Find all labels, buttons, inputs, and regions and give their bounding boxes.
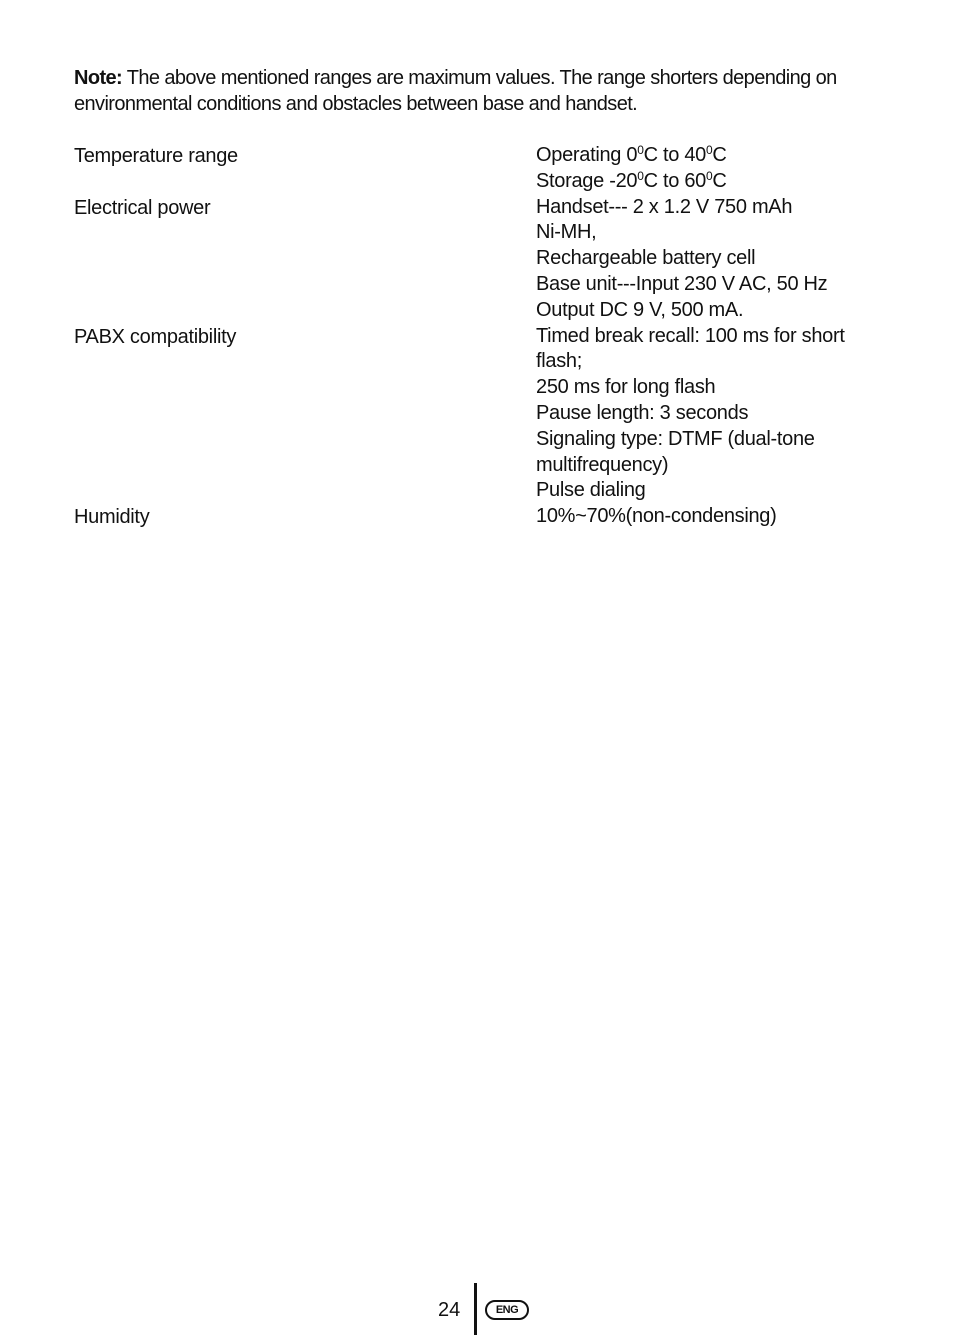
spec-value-text: 250 ms for long flash <box>536 376 716 399</box>
specifications-table <box>74 143 904 530</box>
spec-value-text: Pause length: 3 seconds <box>536 401 749 424</box>
spec-value-text: Ni-MH, <box>536 221 597 244</box>
spec-value-text: Output DC 9 V, 500 mA. <box>536 298 744 321</box>
spec-values <box>536 324 904 505</box>
spec-values <box>536 195 904 324</box>
spec-value-line <box>536 349 904 375</box>
spec-value-line <box>536 195 904 221</box>
spec-value-line <box>536 401 904 427</box>
spec-label: Humidity <box>74 506 150 529</box>
spec-value-line <box>536 375 904 401</box>
page-number: 24 <box>438 1299 461 1321</box>
spec-value-line <box>536 169 904 195</box>
footer-divider <box>474 1283 477 1335</box>
language-badge: ENG <box>485 1300 529 1320</box>
spec-row <box>74 143 904 195</box>
spec-value-text: Operating 0 <box>536 144 638 166</box>
spec-value-text: C to 40 <box>643 144 706 166</box>
spec-value-text: C to 60 <box>643 169 706 192</box>
spec-row <box>74 195 904 324</box>
spec-value-text: Rechargeable battery cell <box>536 247 756 270</box>
spec-value-text: multifrequency) <box>536 453 669 476</box>
spec-value-text: Handset--- 2 x 1.2 V 750 mAh <box>536 195 793 218</box>
spec-value-text: Timed break recall: 100 ms for short <box>536 324 845 347</box>
spec-value-text: Base unit---Input 230 V AC, 50 Hz <box>536 272 828 295</box>
spec-value-line <box>536 143 904 169</box>
spec-value-line <box>536 453 904 479</box>
spec-label: Electrical power <box>74 196 211 219</box>
spec-value-line <box>536 504 904 530</box>
spec-values <box>536 504 904 530</box>
spec-value-text: Pulse dialing <box>536 479 646 502</box>
note-label: Note: <box>74 67 123 89</box>
spec-value-text: Signaling type: DTMF (dual-tone <box>536 427 815 450</box>
spec-value-line <box>536 272 904 298</box>
spec-value-text: 10%~70%(non-condensing) <box>536 505 777 528</box>
spec-value-line <box>536 220 904 246</box>
spec-row <box>74 504 904 530</box>
spec-value-text: C <box>712 144 727 166</box>
spec-value-text: C <box>712 169 727 192</box>
degree-superscript: 0 <box>637 168 644 183</box>
spec-value-line <box>536 246 904 272</box>
note-paragraph <box>74 65 904 117</box>
degree-superscript: 0 <box>637 143 644 157</box>
degree-superscript: 0 <box>705 143 713 157</box>
spec-label: PABX compatibility <box>74 325 237 348</box>
spec-value-line <box>536 298 904 324</box>
spec-row <box>74 324 904 505</box>
spec-value-line <box>536 427 904 453</box>
spec-label: Temperature range <box>74 145 238 167</box>
spec-value-text: flash; <box>536 350 583 373</box>
degree-superscript: 0 <box>705 168 713 183</box>
note-text: The above mentioned ranges are maximum values. The range shorters depending on environmental conditions and obstacles between base and handset. <box>74 67 837 115</box>
spec-value-line <box>536 478 904 504</box>
spec-values <box>536 143 904 195</box>
spec-value-text: Storage -20 <box>536 169 638 192</box>
spec-value-line <box>536 324 904 350</box>
